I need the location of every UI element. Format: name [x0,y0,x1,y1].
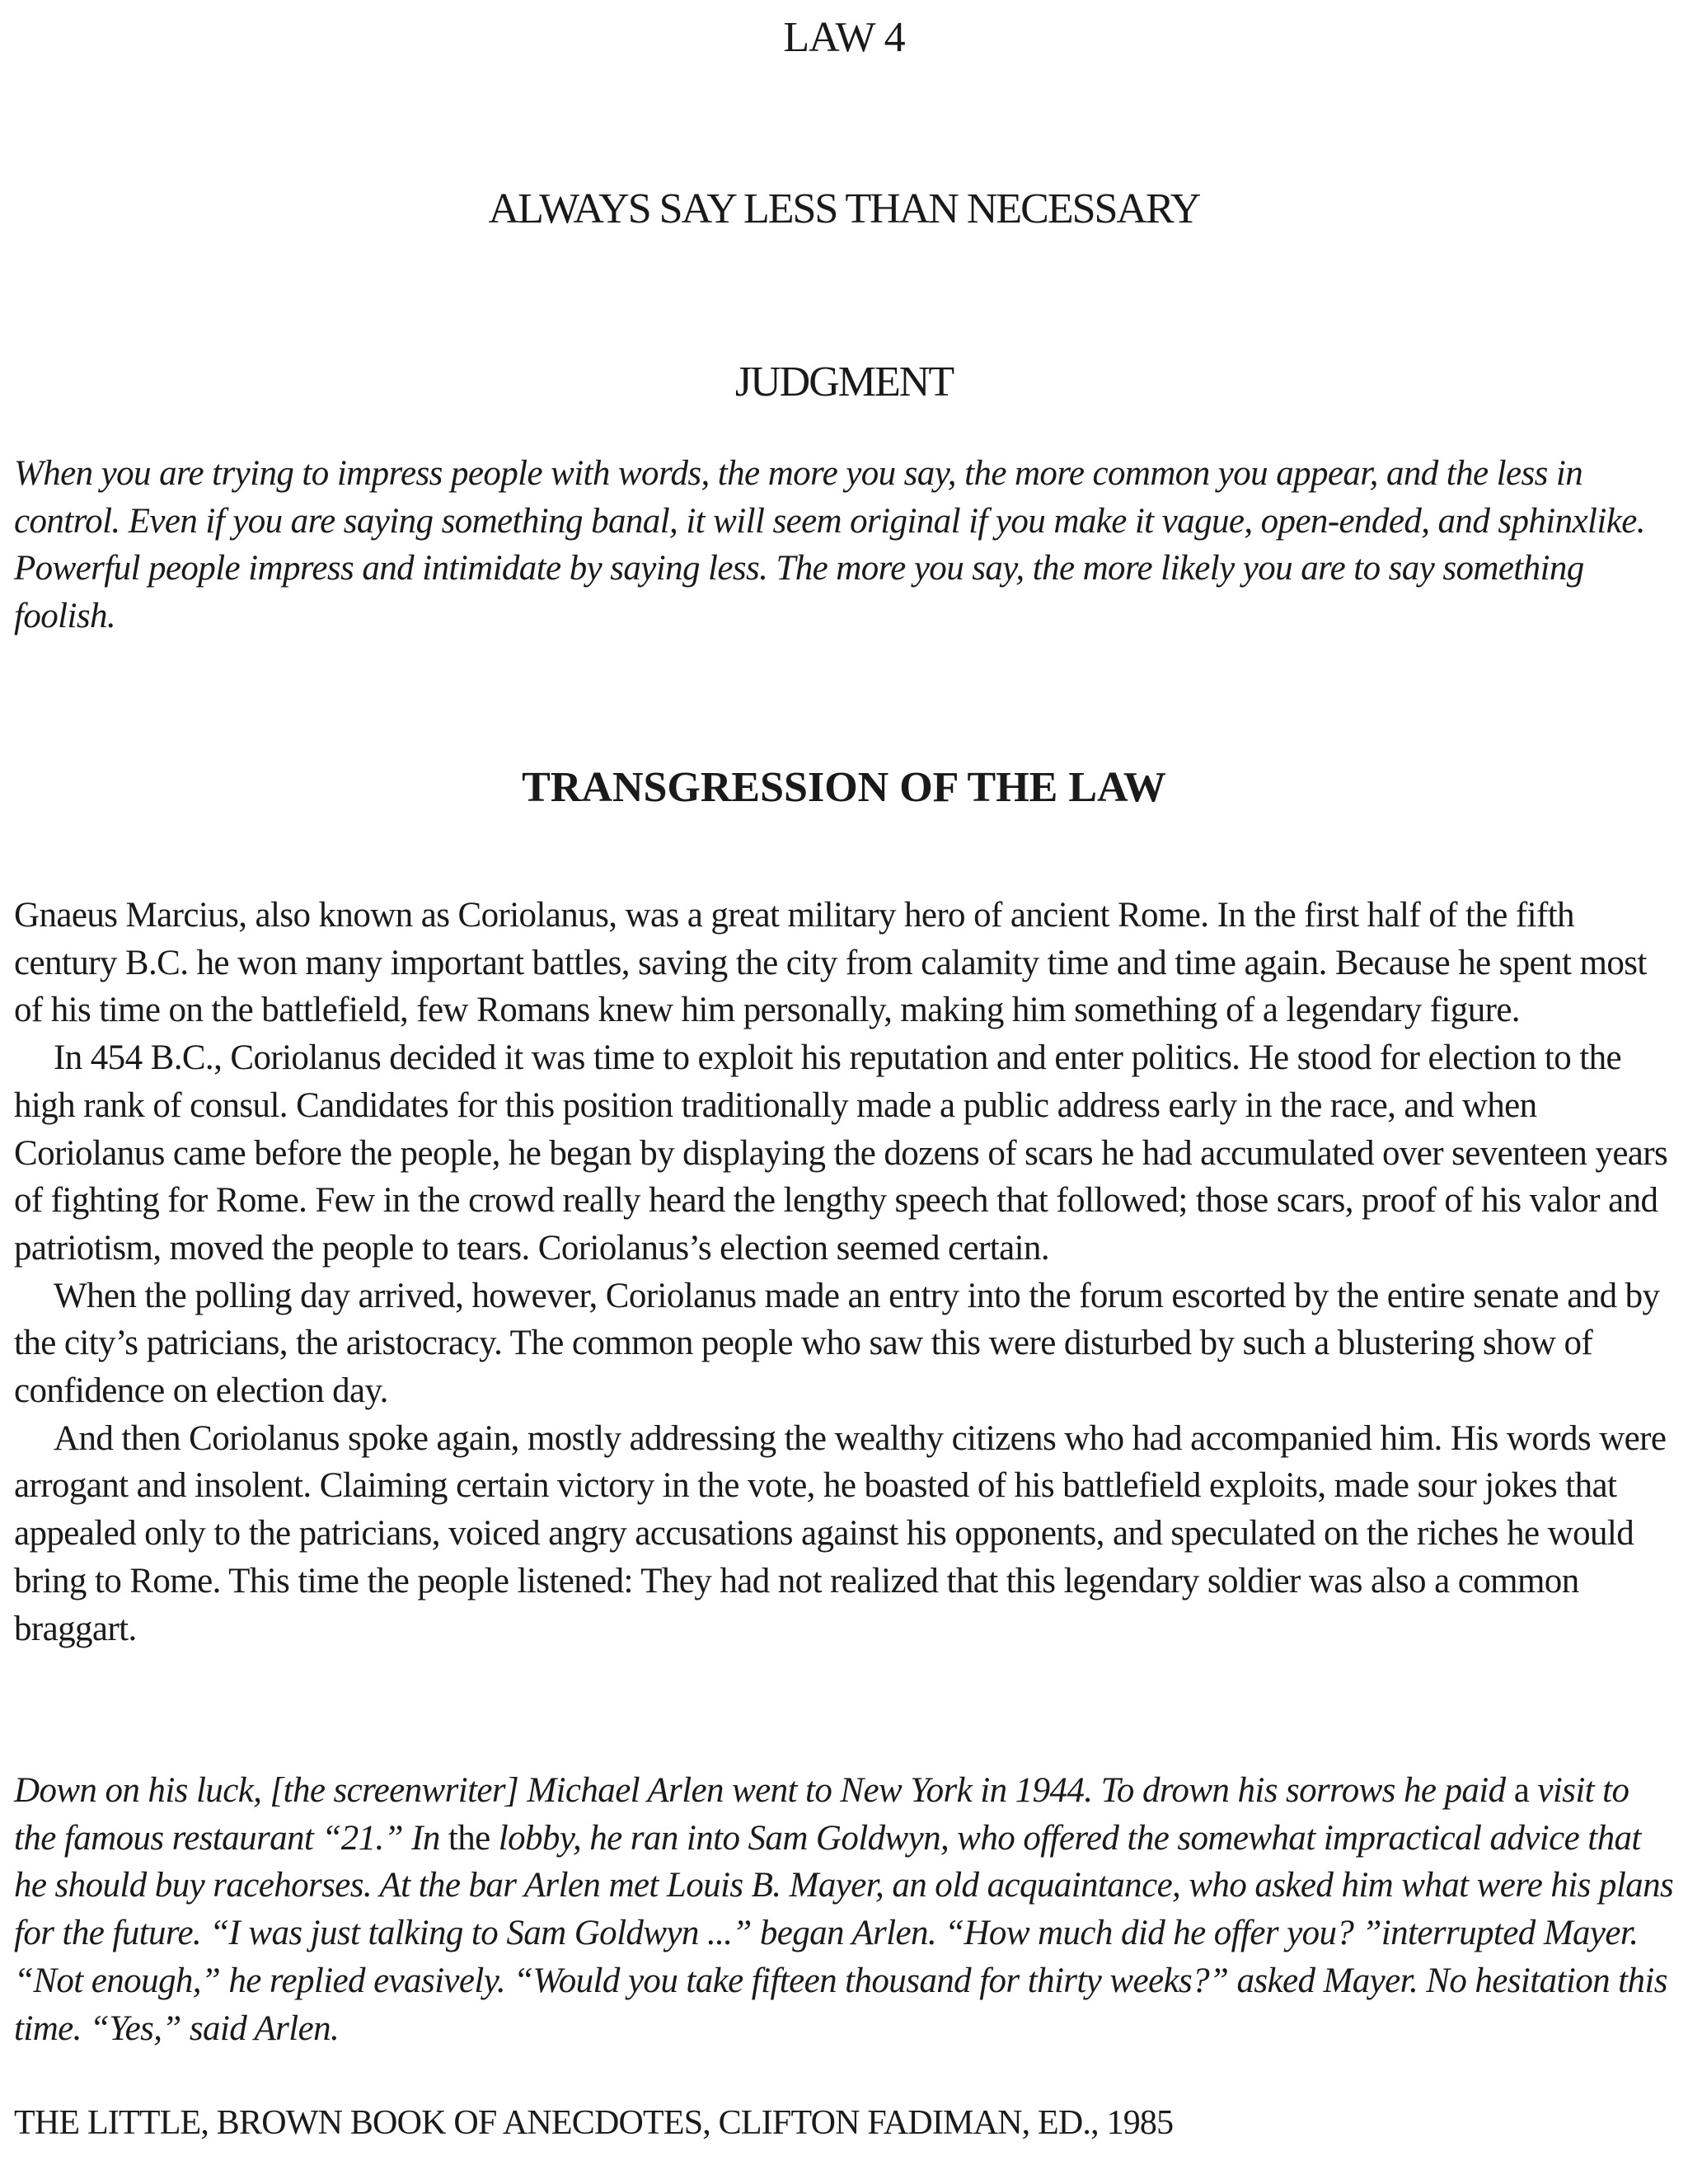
epigraph-text-part: a [1513,1771,1530,1810]
story-paragraph: Gnaeus Marcius, also known as Coriolanus, was a great military hero of ancient Rome. In the first half of the fifth century B.C. he won many important battles, saving the city from calamity time and time again. Because he spent most of his time on the battlefield, few Romans knew him personally, making him something of a legendary figure. [14,896,1647,1030]
epigraph-text-part: Down on his luck, [the screenwriter] Michael Arlen went to New York in 1944. To drown his sorrows he paid [14,1771,1514,1810]
judgment-text: When you are trying to impress people with words, the more you say, the more common you appear, and the less in control. Even if you are saying something banal, it will seem original if you make it vague, open-ended, and sphinxlike. Powerful people impress and intimidate by saying less. The more you say, the more likely you are to say something foolish. [14,454,1645,636]
law-title: ALWAYS SAY LESS THAN NECESSARY [488,185,1200,232]
epigraph-text-part: visit to the famous restaurant “21.” In [14,1771,1629,1858]
epigraph-anecdote [14,1767,1679,2052]
transgression-heading: TRANSGRESSION OF THE LAW [522,764,1166,811]
epigraph-text-part: lobby, he ran into Sam Goldwyn, who offered the somewhat impractical advice that he should buy racehorses. At the bar Arlen met Louis B. Mayer, an old acquaintance, who asked him what were his plans for the future. “I was just talking to Sam Goldwyn ...” began Arlen. “How much did he offer you? ”interrupted Mayer. “Not enough,” he replied evasively. “Would you take fifteen thousand for thirty weeks?” asked Mayer. No hesitation this time. “Yes,” said Arlen. [14,1818,1674,2048]
judgment-heading: JUDGMENT [734,359,954,405]
story-paragraph: In 454 B.C., Coriolanus decided it was time to exploit his reputation and enter politics. He stood for election to the high rank of consul. Candidates for this position traditionally made a public address early in the race, and when Coriolanus came before the people, he began by displaying the dozens of scars he had accumulated over seventeen years of fighting for Rome. Few in the crowd really heard the lengthy speech that followed; those scars, proof of his valor and patriotism, moved the people to tears. Coriolanus’s election seemed certain. [14,1038,1668,1268]
story-paragraph: When the polling day arrived, however, Coriolanus made an entry into the forum escorted by the entire senate and by the city’s patricians, the aristocracy. The common people who saw this were disturbed by such a blustering show of confidence on election day. [14,1276,1660,1411]
law-number: LAW 4 [783,14,905,61]
transgression-story [14,892,1679,1652]
story-paragraph: And then Coriolanus spoke again, mostly addressing the wealthy citizens who had accompanied him. His words were arrogant and insolent. Claiming certain victory in the vote, he boasted of his battlefield exploits, made sour jokes that appealed only to the patricians, voiced angry accusations against his opponents, and speculated on the riches he would bring to Rome. This time the people listened: They had not realized that this legendary soldier was also a common braggart. [14,1418,1667,1648]
epigraph-source: THE LITTLE, BROWN BOOK OF ANECDOTES, CLIFTON FADIMAN, ED., 1985 [14,2104,1174,2142]
epigraph-text-part: the [448,1818,490,1858]
